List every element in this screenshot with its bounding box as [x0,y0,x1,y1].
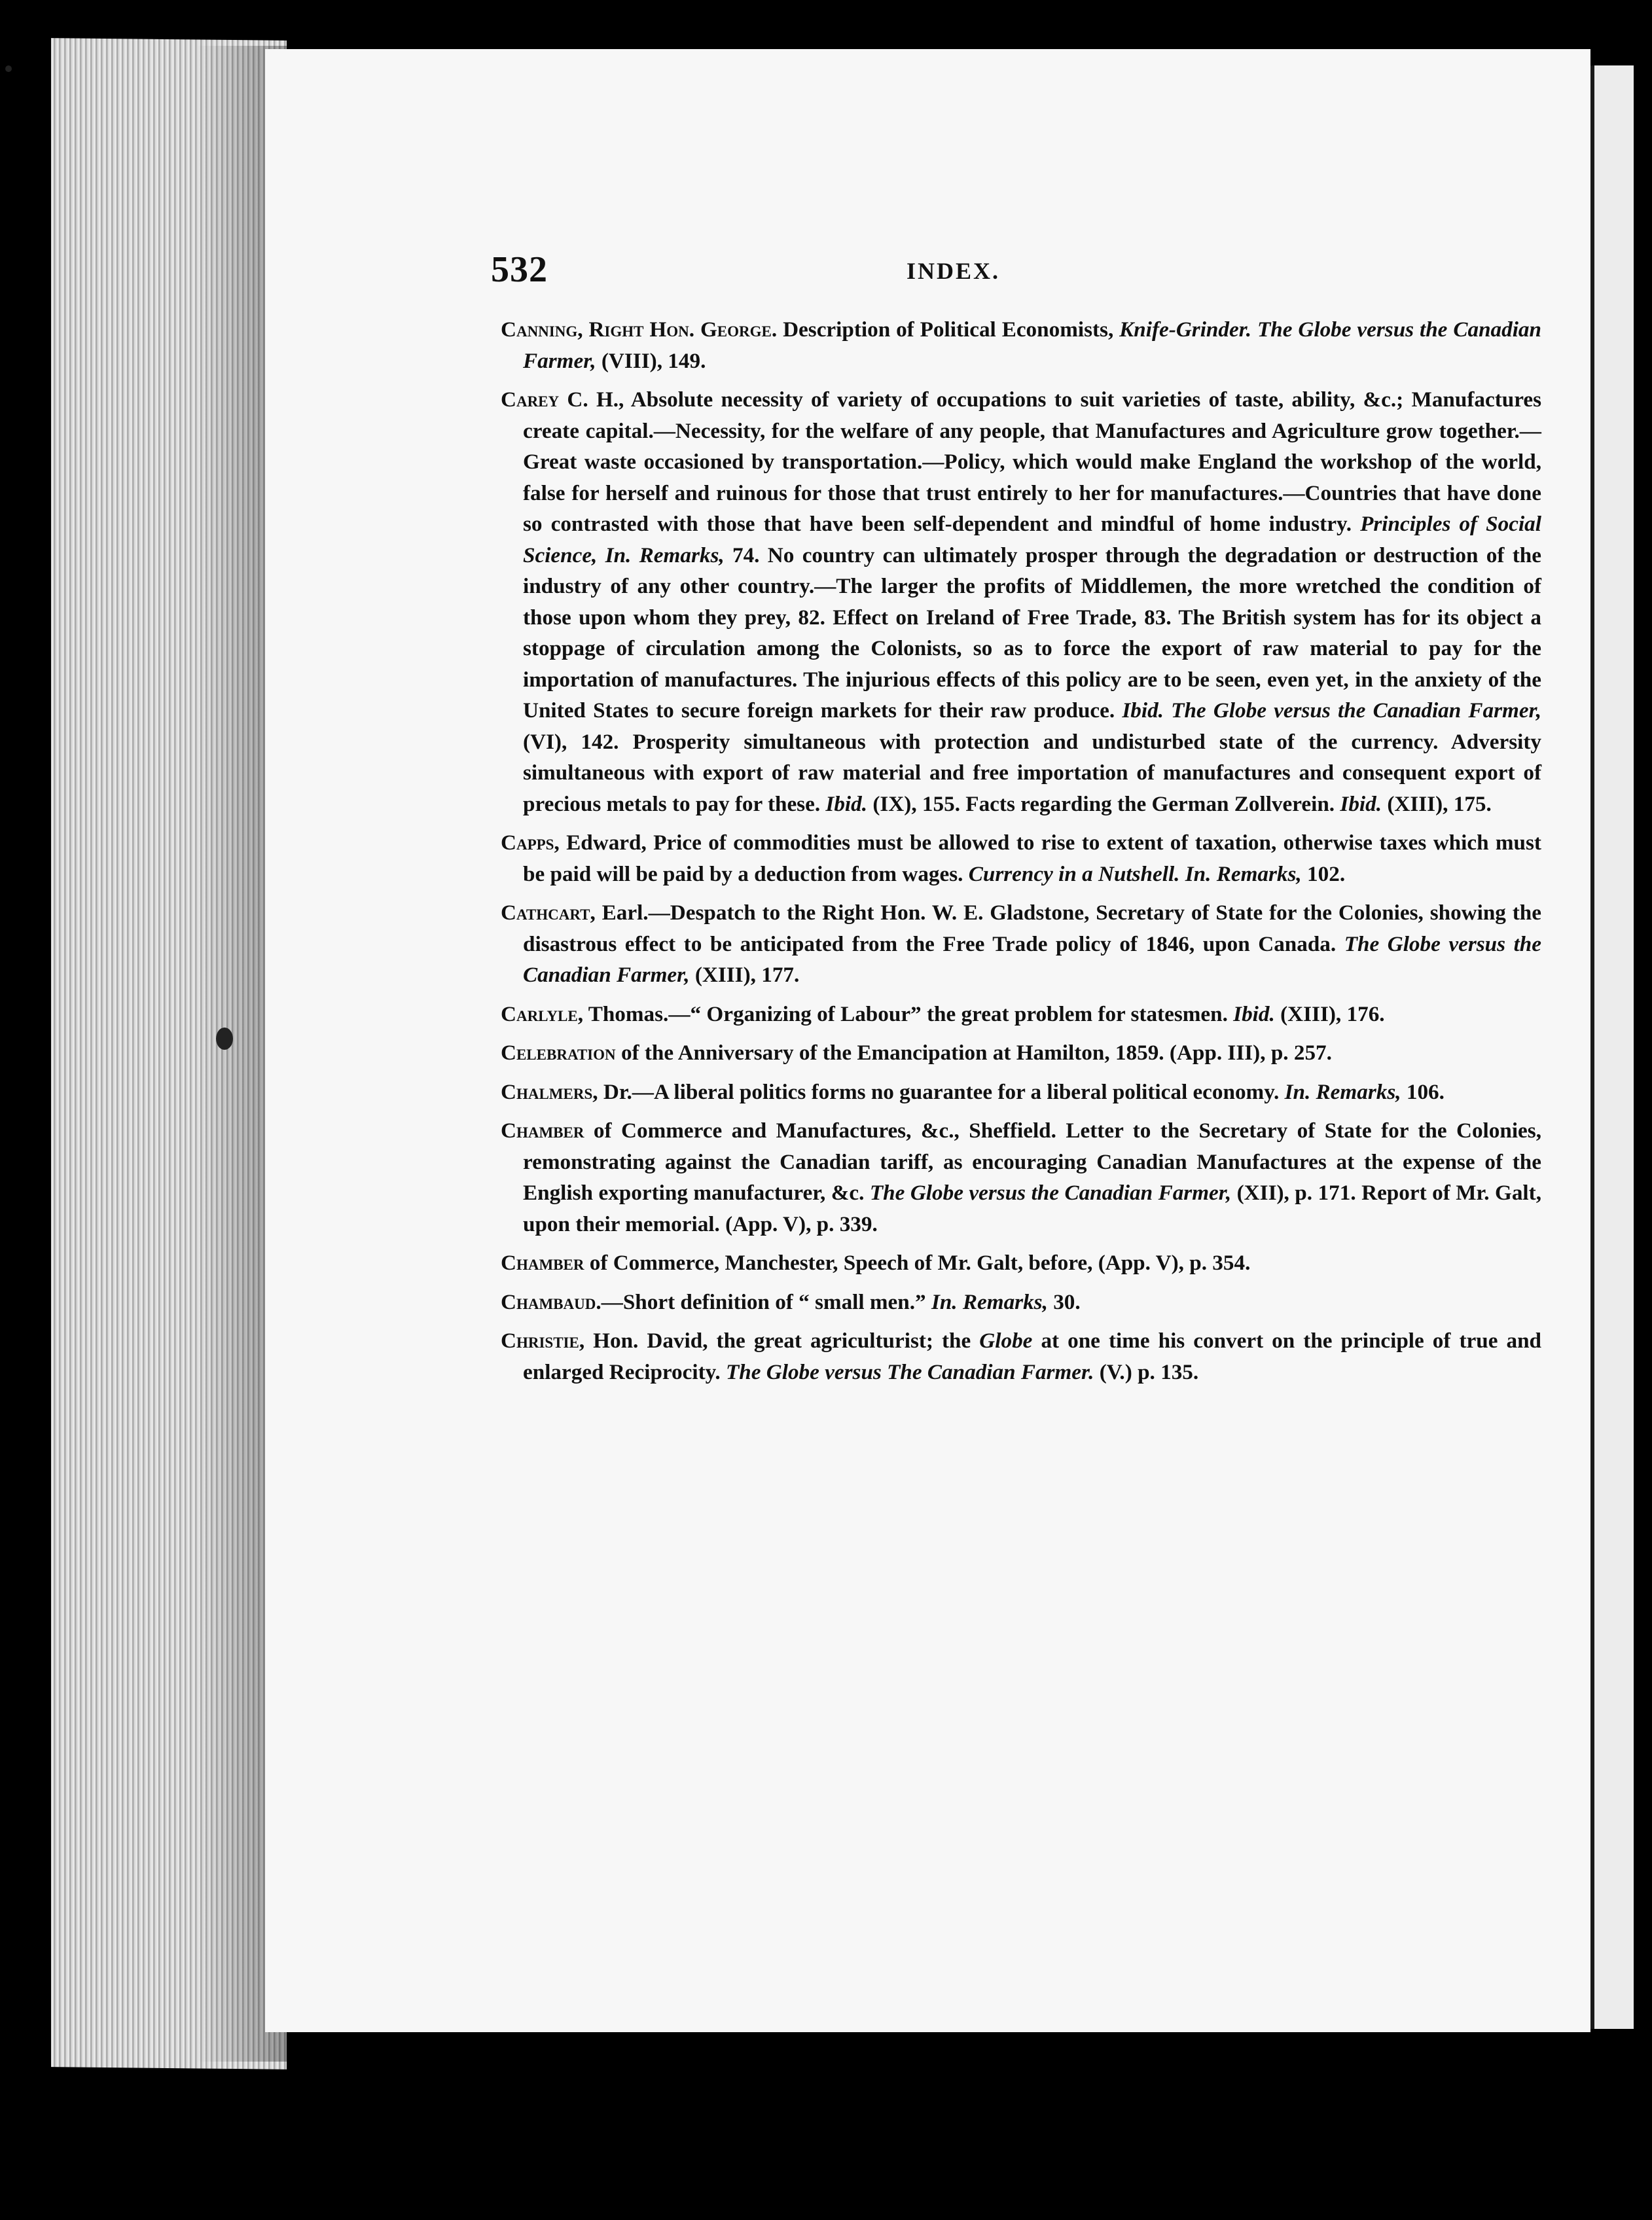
entry-reference: The Globe versus the Canadian Farmer, [869,1181,1232,1205]
entry-text: Earl.—Despatch to the Right Hon. W. E. Gladstone, Secretary of State for the Colonies, showing the disastrous effect to be anticipated from the Free Trade policy of 1846, upon Canada. [523,901,1541,956]
entry-text: (XIII), 175. [1382,791,1492,816]
page-number: 532 [491,249,548,290]
entry-text: of Commerce and Manufactures, &c., Sheffield. Letter to the Secretary of State for the Colonies, remonstrating against the Canadian tariff, as encouraging Canadian Manufactures at the expense of the English exporting manufacturer, &c. [523,1119,1541,1205]
scan-speck [216,1028,233,1050]
entry-text: (XIII), 176. [1274,1001,1385,1026]
facing-page-edge [1590,65,1634,2029]
entry-heading: Cathcart, [501,901,596,925]
entry-heading: Chalmers, [501,1079,598,1104]
entry-text: of the Anniversary of the Emancipation at Hamilton, 1859. (App. III), p. 257. [615,1041,1332,1065]
entry-text: (VI), 142. Prosperity simultaneous with protection and undisturbed state of the currency. Adversity simultaneous with export of raw material and free importation of manufactures and consequent export of precious metals to pay for these. [523,729,1541,816]
entry-text: at one time his convert on the principle of true and enlarged Reciprocity. [523,1329,1541,1384]
index-entry [501,1287,1541,1318]
running-head: INDEX. [907,258,1001,284]
entry-text: 30. [1047,1289,1081,1314]
entry-heading: Carey [501,387,560,412]
index-page [265,49,1590,2032]
entry-reference: Globe [979,1329,1033,1353]
index-entry [501,1247,1541,1279]
entry-heading: Chamber [501,1251,584,1275]
index-entry [501,314,1541,376]
entry-text: Edward, Price of commodities must be allowed to rise to extent of taxation, otherwise taxes which must be paid will be paid by a deduction from wages. [523,831,1541,886]
index-entry [501,1077,1541,1108]
entry-reference: Ibid. [1233,1001,1275,1026]
entry-reference: The Globe versus the Canadian Farmer, [523,931,1541,987]
index-entry [501,897,1541,991]
entry-text: —Short definition of “ small men.” [601,1289,931,1314]
index-entries [501,314,1541,1395]
entry-reference: In. Remarks, [931,1289,1048,1314]
index-entry [501,1325,1541,1388]
index-entry [501,1115,1541,1240]
entry-reference: The Globe versus The Canadian Farmer. [726,1359,1094,1384]
entry-heading: Capps, [501,831,560,855]
entry-heading: Chambaud. [501,1289,602,1314]
entry-heading: Canning, Right Hon. George. [501,317,778,342]
entry-reference: Ibid. [1340,791,1382,816]
entry-reference: In. Remarks, [1284,1079,1401,1104]
entry-text: of Commerce, Manchester, Speech of Mr. Galt, before, (App. V), p. 354. [584,1251,1251,1275]
entry-heading: Chamber [501,1119,584,1143]
entry-text: Hon. David, the great agriculturist; the [584,1329,980,1353]
entry-heading: Christie, [501,1329,585,1353]
entry-reference: Principles of Social Science, In. Remarks, [523,512,1541,567]
entry-reference: Ibid. The Globe versus the Canadian Farmer, [1122,698,1541,723]
index-entry [501,999,1541,1030]
entry-heading: Carlyle, [501,1001,584,1026]
entry-text: (XIII), 177. [689,963,800,987]
entry-text: (XII), p. 171. Report of Mr. Galt, upon their memorial. (App. V), p. 339. [523,1181,1541,1236]
entry-reference: Currency in a Nutshell. In. Remarks, [968,861,1302,886]
entry-text: (IX), 155. Facts regarding the German Zollverein. [867,791,1340,816]
entry-heading: Celebration [501,1041,616,1065]
entry-reference: Ibid. [825,791,868,816]
entry-text: 74. No country can ultimately prosper through the degradation or destruction of the industry of any other country.—The larger the profits of Middlemen, the more wretched the condition of those upon whom they prey, 82. Effect on Ireland of Free Trade, 83. The British system has for its object a stoppage of circulation among the Colonists, so as to force the export of raw material to pay for the importation of manufactures. The injurious effects of this policy are to be seen, even yet, in the anxiety of the United States to secure foreign markets for their raw produce. [523,543,1541,723]
index-entry [501,1037,1541,1069]
entry-text: Thomas.—“ Organizing of Labour” the great problem for statesmen. [583,1001,1234,1026]
entry-text: Description of Political Economists, [777,317,1120,342]
index-entry [501,384,1541,819]
index-entry [501,827,1541,889]
entry-text: (V.) p. 135. [1094,1359,1199,1384]
entry-text: Dr.—A liberal politics forms no guarantee for a liberal political economy. [598,1079,1285,1104]
entry-reference: Knife-Grinder. The Globe versus the Canadian Farmer, [523,317,1541,373]
entry-text: C. H., Absolute necessity of variety of occupations to suit varieties of taste, ability, &c.; Manufactures create capital.—Necessity, for the welfare of any people, that Manufactures and Agriculture grow together.—Great waste occasioned by transportation.—Policy, which would make England the workshop of the world, false for herself and ruinous for those that trust entirely to her for manufactures.—Countries that have done so contrasted with those that have been self-dependent and mindful of home industry. [523,387,1541,536]
entry-text: 102. [1301,861,1346,886]
scan-speck [5,65,12,72]
entry-text: (VIII), 149. [596,348,706,373]
entry-text: 106. [1401,1079,1445,1104]
